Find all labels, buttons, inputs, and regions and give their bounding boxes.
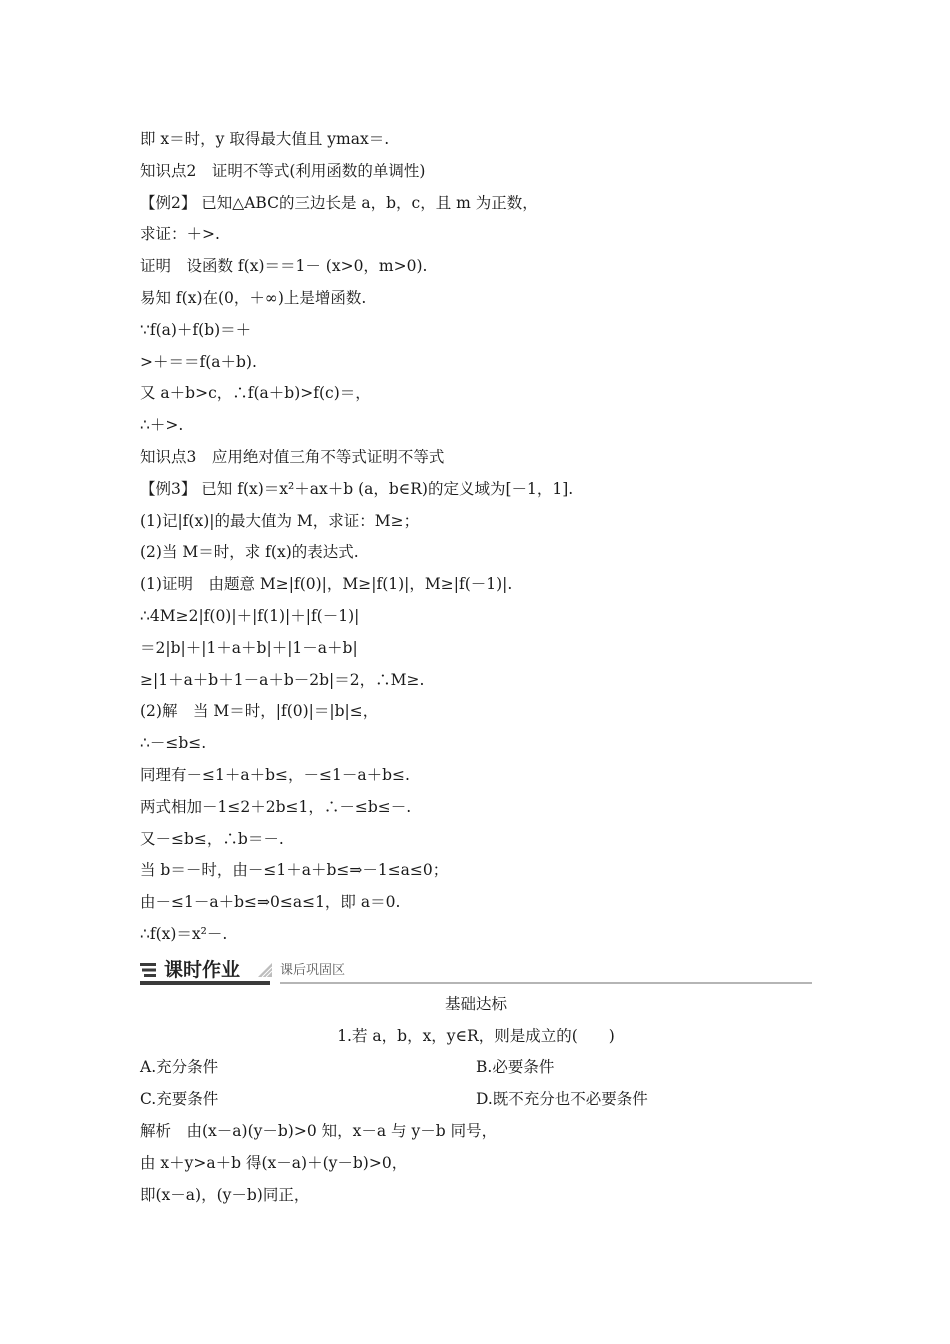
- text-line: ∴4M≥2|f(0)|＋|f(1)|＋|f(－1)|: [140, 606, 360, 625]
- text-line: 证明 设函数 f(x)＝＝1－ (x>0，m>0).: [140, 257, 428, 276]
- analysis-line: 由 x＋y>a＋b 得(x－a)＋(y－b)>0，: [140, 1153, 408, 1172]
- analysis-line: 解析 由(x－a)(y－b)>0 知，x－a 与 y－b 同号，: [140, 1121, 498, 1140]
- text-line: 又 a＋b>c，∴f(a＋b)>f(c)＝，: [140, 384, 371, 403]
- text-line: ∴f(x)＝x²－.: [140, 924, 228, 943]
- option-a: A.充分条件: [140, 1058, 219, 1077]
- text-line: 易知 f(x)在(0，＋∞)上是增函数.: [140, 288, 367, 307]
- exercise-block: [140, 989, 812, 1212]
- text-line: (1)记|f(x)|的最大值为 M，求证：M≥；: [140, 511, 420, 530]
- text-line: 知识点2 证明不等式(利用函数的单调性): [140, 161, 426, 180]
- text-line: ∴－≤b≤.: [140, 734, 207, 753]
- text-line: 又－≤b≤，∴b＝－.: [140, 829, 284, 848]
- text-line: ≥|1＋a＋b＋1－a＋b－2b|＝2，∴M≥.: [140, 670, 425, 689]
- section-subtitle: 课后巩固区: [280, 962, 346, 978]
- section-underline-light: [280, 982, 812, 984]
- options-row: [140, 1052, 812, 1084]
- text-line: 知识点3 应用绝对值三角不等式证明不等式: [140, 447, 445, 466]
- section-triangle-icon: [258, 963, 272, 977]
- option-b: B.必要条件: [476, 1058, 555, 1077]
- options-row: [140, 1084, 812, 1116]
- section-lines-icon: [140, 962, 158, 978]
- text-line: 即 x＝时，y 取得最大值且 ymax＝.: [140, 130, 390, 148]
- text-line: ∴＋>.: [140, 416, 184, 435]
- text-line: >＋＝＝f(a＋b).: [140, 352, 257, 371]
- text-line: 求证：＋>.: [140, 225, 220, 244]
- text-line: (2)解 当 M＝时，|f(0)|＝|b|≤，: [140, 702, 379, 721]
- page-content: [140, 124, 812, 1211]
- text-line: 【例2】 已知△ABC的三边长是 a，b，c，且 m 为正数，: [140, 193, 538, 212]
- text-line: (2)当 M＝时，求 f(x)的表达式.: [140, 543, 359, 562]
- text-line: 两式相加－1≤2＋2b≤1，∴－≤b≤－.: [140, 797, 412, 816]
- text-line: 当 b＝－时，由－≤1＋a＋b≤⇒－1≤a≤0；: [140, 861, 449, 880]
- option-d: D.既不充分也不必要条件: [476, 1090, 648, 1109]
- text-line: ∵f(a)＋f(b)＝＋: [140, 320, 252, 339]
- exercise-heading: 基础达标: [444, 994, 507, 1013]
- question-text: 1.若 a，b，x，y∈R，则是成立的( ): [337, 1026, 615, 1045]
- text-line: 由－≤1－a＋b≤⇒0≤a≤1，即 a＝0.: [140, 893, 401, 912]
- text-line: 同理有－≤1＋a＋b≤，－≤1－a＋b≤.: [140, 765, 410, 784]
- text-line: 【例3】 已知 f(x)＝x²＋ax＋b (a，b∈R)的定义域为[－1，1].: [140, 479, 574, 498]
- solution-block: [140, 124, 812, 951]
- section-underline-dark: [140, 981, 270, 985]
- text-line: ＝2|b|＋|1＋a＋b|＋|1－a＋b|: [140, 638, 358, 657]
- analysis-line: 即(x－a)，(y－b)同正，: [140, 1185, 310, 1204]
- option-c: C.充要条件: [140, 1090, 219, 1109]
- section-title: 课时作业: [164, 958, 241, 981]
- text-line: (1)证明 由题意 M≥|f(0)|，M≥|f(1)|，M≥|f(－1)|.: [140, 575, 513, 594]
- section-header: [140, 953, 812, 989]
